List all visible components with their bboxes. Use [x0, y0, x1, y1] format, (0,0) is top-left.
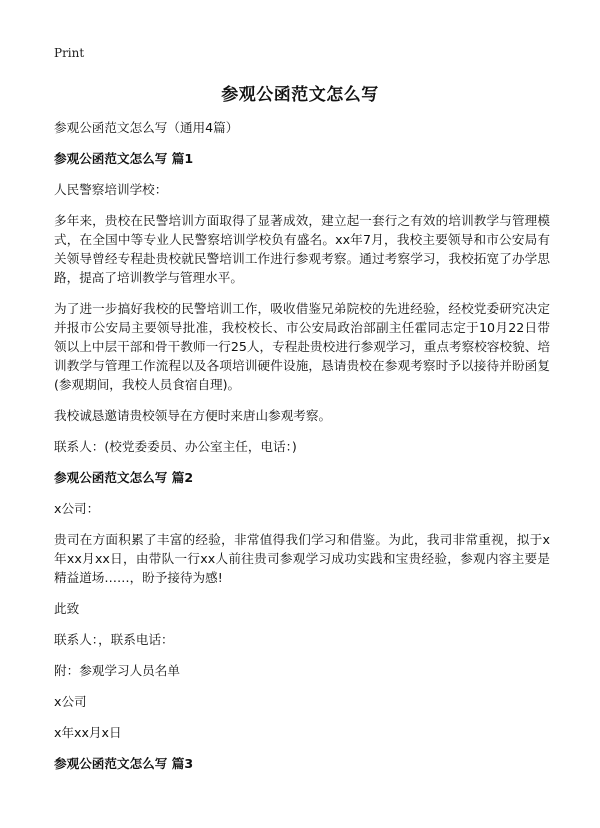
section2-closing: 此致 [54, 601, 80, 616]
section2-contact: 联系人：，联系电话： [54, 632, 174, 647]
print-label[interactable]: Print [54, 46, 85, 60]
section-heading-1: 参观公函范文怎么写 篇1 [54, 151, 194, 166]
section1-paragraph-1: 多年来，贵校在民警培训方面取得了显著成效，建立起一套行之有效的培训教学与管理模式，在全国中等专业人民警察培训学校负有盛名。xx年7月，我校主要领导和市公安局有关领导曾经专程赴贵校就民警培训工作进行参观考察。通过考察学习，我校拓宽了办学思路，提高了培训教学与管理水平。 [54, 213, 550, 285]
section-heading-3: 参观公函范文怎么写 篇3 [54, 756, 194, 771]
section2-sender: x公司 [54, 694, 87, 709]
document-subtitle: 参观公函范文怎么写（通用4篇） [54, 120, 239, 135]
section1-paragraph-3: 我校诚恳邀请贵校领导在方便时来唐山参观考察。 [54, 408, 332, 423]
section1-paragraph-2: 为了进一步搞好我校的民警培训工作，吸收借鉴兄弟院校的先进经验，经校党委研究决定并报市公安局主要领导批准，我校校长、市公安局政治部副主任霍同志定于10月22日带领以上中层干部和骨干教师一行25人，专程赴贵校进行参观学习，重点考察校容校貌、培训教学与管理工作流程以及各项培训硬件设施，恳请贵校在参观考察时予以接待并盼函复(参观期间，我校人员食宿自理)。 [54, 301, 550, 392]
section2-attachment: 附：参观学习人员名单 [54, 663, 180, 678]
section2-paragraph-1: 贵司在方面积累了丰富的经验，非常值得我们学习和借鉴。为此，我司非常重视，拟于x年xx月xx日，由带队一行xx人前往贵司参观学习成功实践和宝贵经验，参观内容主要是精益道场……，盼予接待为感! [54, 532, 550, 585]
section-heading-2: 参观公函范文怎么写 篇2 [54, 470, 194, 485]
document-body [54, 118, 550, 785]
section2-salutation: x公司： [54, 501, 100, 516]
page-title: 参观公函范文怎么写 [221, 85, 379, 105]
section1-salutation: 人民警察培训学校： [54, 182, 168, 197]
section1-contact: 联系人：(校党委委员、办公室主任，电话：) [54, 439, 297, 454]
section2-date: x年xx月x日 [54, 725, 122, 740]
